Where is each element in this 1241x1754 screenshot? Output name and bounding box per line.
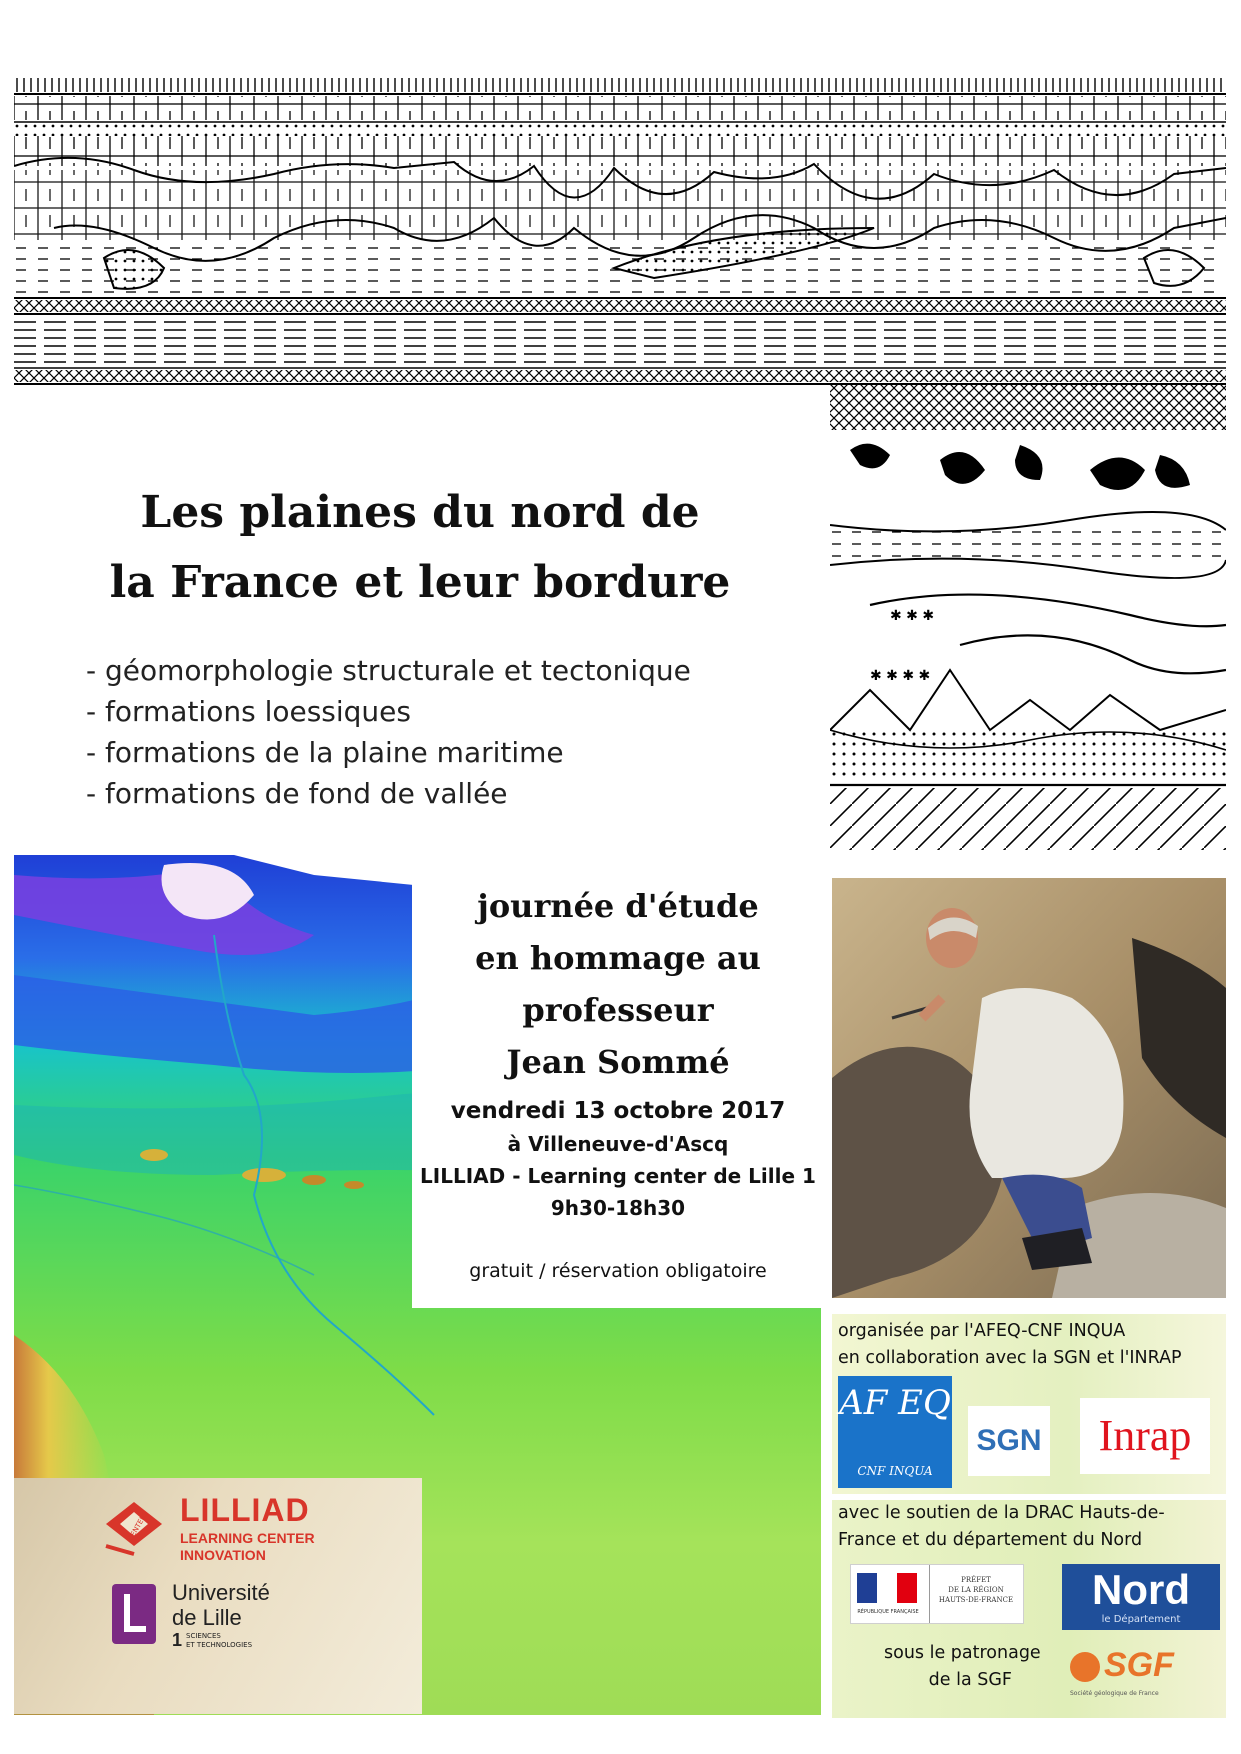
event-hours: 9h30-18h30 — [550, 1196, 686, 1220]
event-details — [412, 1094, 824, 1224]
organisers-panel — [832, 1314, 1226, 1494]
inrap-logo: Inrap — [1080, 1398, 1210, 1474]
event-heading: journée d'étude en hommage au professeur Jean Sommé — [475, 887, 761, 1081]
lilliad-name: LILLIAD — [180, 1492, 310, 1528]
geological-section-detail-drawing — [830, 430, 1226, 850]
sgf-logo: SGF Société géologique de France — [1070, 1646, 1174, 1697]
event-info-box — [412, 872, 824, 1308]
universite-lille-name: Université de Lille — [172, 1580, 270, 1630]
prefecture-logo: RÉPUBLIQUE FRANÇAISE PRÉFET DE LA RÉGION HAUTS-DE-FRANCE — [850, 1564, 1024, 1624]
sgf-emblem-icon — [1070, 1652, 1100, 1682]
poster-title: Les plaines du nord de la France et leur bordure — [109, 487, 731, 608]
lilliad-university-panel — [14, 1478, 422, 1714]
universite-lille-subtitle: SCIENCES ET TECHNOLOGIES — [186, 1632, 253, 1649]
field-photo — [832, 878, 1226, 1298]
geological-cross-section-drawing — [14, 78, 1226, 430]
svg-text:✱ ✱ ✱ ✱: ✱ ✱ ✱ ✱ — [870, 668, 931, 684]
topic-item: - formations de la plaine maritime — [86, 736, 564, 769]
support-panel — [832, 1500, 1226, 1718]
universite-lille-number: 1 — [172, 1630, 183, 1650]
event-venue: LILLIAD - Learning center de Lille 1 — [420, 1164, 816, 1188]
centers-tag: CENTERS — [126, 1509, 150, 1543]
topics-list — [86, 650, 691, 814]
afeq-logo: AF EQ CNF INQUA — [838, 1376, 952, 1488]
topic-item: - géomorphologie structurale et tectonique — [86, 654, 691, 687]
event-city: à Villeneuve-d'Ascq — [507, 1132, 729, 1156]
organisers-text: organisée par l'AFEQ-CNF INQUA en collaboration avec la SGN et l'INRAP — [838, 1321, 1182, 1368]
topic-item: - formations de fond de vallée — [86, 777, 508, 810]
lilliad-subtitle: LEARNING CENTER INNOVATION — [180, 1530, 315, 1563]
nord-department-logo: Nord le Département — [1062, 1564, 1220, 1630]
event-date: vendredi 13 octobre 2017 — [450, 1098, 786, 1124]
sgn-logo: SGN — [968, 1406, 1050, 1476]
french-flag-icon — [857, 1573, 917, 1603]
support-text: avec le soutien de la DRAC Hauts-de- France et du département du Nord — [838, 1503, 1165, 1550]
universite-lille-emblem-icon — [112, 1584, 156, 1644]
topic-item: - formations loessiques — [86, 695, 411, 728]
patronage-text: sous le patronage de la SGF — [884, 1643, 1041, 1690]
svg-text:✱ ✱ ✱: ✱ ✱ ✱ — [890, 608, 935, 624]
event-admission: gratuit / réservation obligatoire — [469, 1260, 767, 1282]
